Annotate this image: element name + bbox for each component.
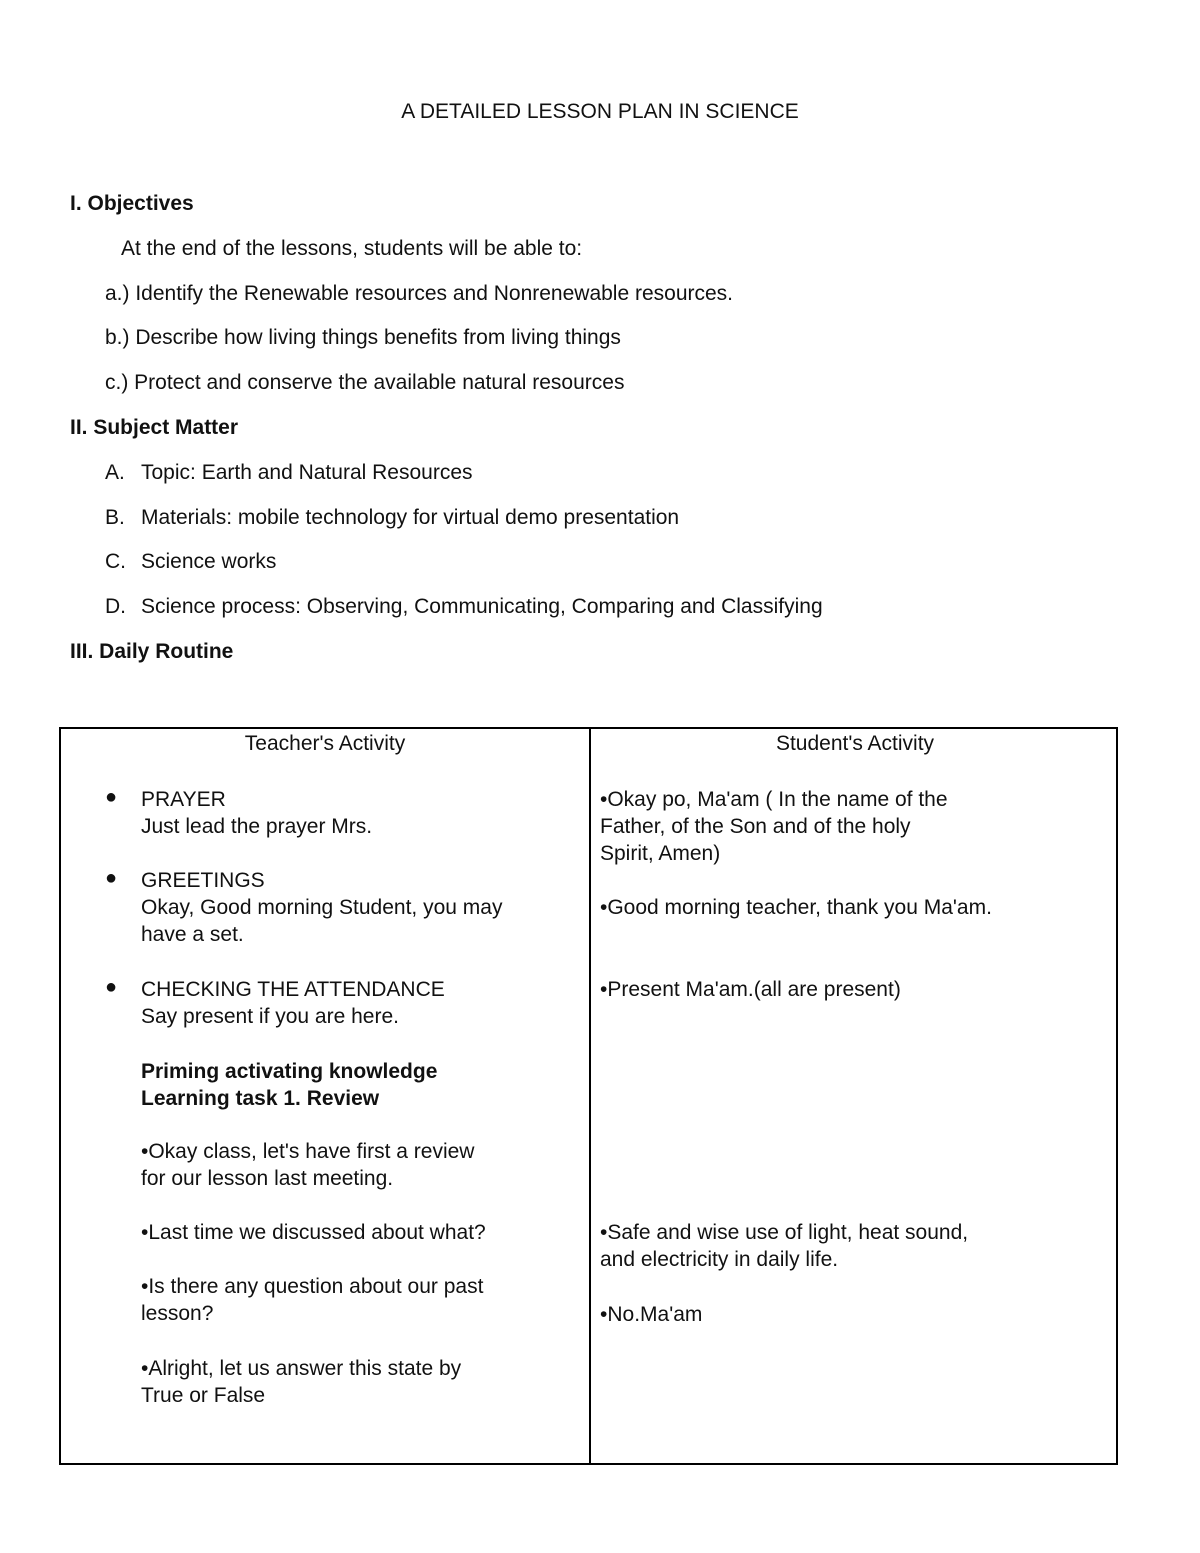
objectives-intro: At the end of the lessons, students will be able to:: [121, 237, 583, 260]
teacher-review-text: for our lesson last meeting.: [141, 1167, 394, 1190]
teacher-prayer: [141, 786, 372, 840]
objective-item: c.) Protect and conserve the available natural resources: [105, 371, 625, 394]
subject-item-label: C.: [105, 550, 126, 573]
subject-item-text: Topic: Earth and Natural Resources: [141, 461, 473, 484]
teacher-review-text: •Okay class, let's have first a review: [141, 1140, 475, 1163]
subject-item-label: D.: [105, 595, 126, 618]
subject-item-label: A.: [105, 461, 125, 484]
learning-task-heading: Learning task 1. Review: [141, 1087, 380, 1110]
student-prayer-text: Father, of the Son and of the holy: [600, 815, 911, 838]
teacher-attendance-title: CHECKING THE ATTENDANCE: [141, 978, 445, 1001]
bullet-icon: ●: [105, 786, 118, 808]
student-review-2: [600, 1219, 968, 1273]
student-prayer-text: •Okay po, Ma'am ( In the name of the: [600, 788, 948, 811]
student-review-text: •Safe and wise use of light, heat sound,: [600, 1221, 969, 1244]
objective-item: b.) Describe how living things benefits from living things: [105, 326, 621, 349]
teacher-review-text: lesson?: [141, 1302, 214, 1325]
subject-item: [105, 461, 473, 485]
subject-item: [105, 595, 823, 619]
subject-item-text: Science works: [141, 550, 277, 573]
teacher-review-1: [141, 1138, 474, 1192]
student-column-header: Student's Activity: [775, 732, 935, 755]
teacher-greetings-text: have a set.: [141, 923, 244, 946]
teacher-column-header: Teacher's Activity: [244, 732, 406, 755]
subject-matter-heading: II. Subject Matter: [70, 416, 239, 439]
teacher-priming: [141, 1058, 437, 1112]
activity-table: [59, 727, 1118, 1465]
student-greetings: •Good morning teacher, thank you Ma'am.: [600, 896, 992, 919]
teacher-review-4: [141, 1355, 461, 1409]
teacher-review-text: •Is there any question about our past: [141, 1275, 484, 1298]
objectives-heading: I. Objectives: [70, 192, 194, 215]
teacher-attendance-text: Say present if you are here.: [141, 1005, 399, 1028]
subject-item: [105, 506, 679, 530]
student-prayer-text: Spirit, Amen): [600, 842, 721, 865]
student-review-text: and electricity in daily life.: [600, 1248, 839, 1271]
teacher-prayer-title: PRAYER: [141, 788, 226, 811]
teacher-greetings: [141, 867, 502, 948]
subject-item-label: B.: [105, 506, 125, 529]
subject-item-text: Materials: mobile technology for virtual demo presentation: [141, 506, 680, 529]
bullet-icon: ●: [105, 867, 118, 889]
student-review-3: •No.Ma'am: [600, 1303, 703, 1326]
teacher-review-2: •Last time we discussed about what?: [141, 1221, 486, 1244]
priming-heading: Priming activating knowledge: [141, 1060, 438, 1083]
subject-item-text: Science process: Observing, Communicating, Comparing and Classifying: [141, 595, 823, 618]
teacher-prayer-text: Just lead the prayer Mrs.: [141, 815, 373, 838]
teacher-review-3: [141, 1273, 483, 1327]
teacher-greetings-text: Okay, Good morning Student, you may: [141, 896, 503, 919]
objective-item: a.) Identify the Renewable resources and Nonrenewable resources.: [105, 282, 734, 305]
teacher-review-text: •Alright, let us answer this state by: [141, 1357, 462, 1380]
student-prayer: [600, 786, 948, 867]
student-attendance: •Present Ma'am.(all are present): [600, 978, 901, 1001]
daily-routine-heading: III. Daily Routine: [70, 640, 234, 663]
teacher-attendance: [141, 976, 445, 1030]
teacher-greetings-title: GREETINGS: [141, 869, 265, 892]
document-title: A DETAILED LESSON PLAN IN SCIENCE: [401, 100, 799, 123]
teacher-review-text: True or False: [141, 1384, 266, 1407]
column-divider: [589, 729, 591, 1463]
bullet-icon: ●: [105, 976, 118, 998]
subject-item: [105, 550, 276, 574]
